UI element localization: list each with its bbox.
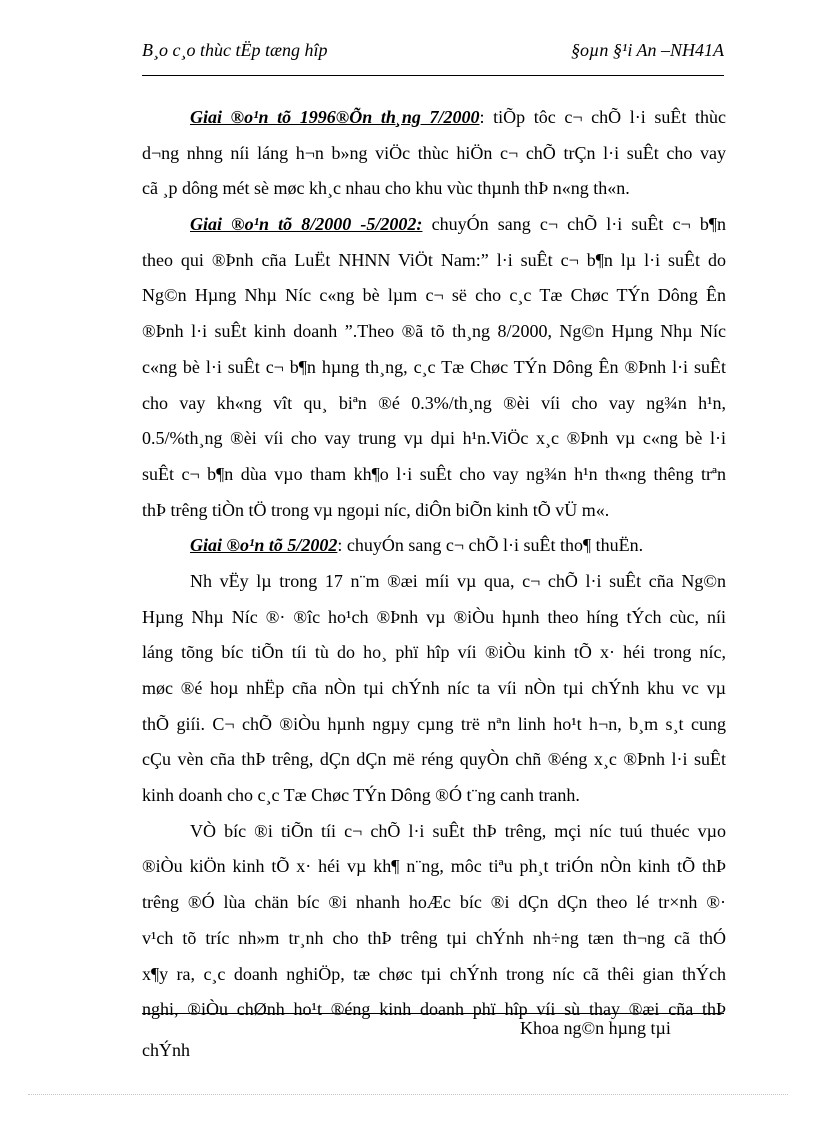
body-line: 0.5/%th¸ng ®èi víi cho vay trung vµ dµi h¹n.ViÖc x¸c ®Þnh vµ c«ng bè l·i <box>142 428 726 449</box>
body-line: Nh vËy lµ trong 17 n¨m ®æi míi vµ qua, c¬ chÕ l·i suÊt cña Ng©n <box>190 570 726 591</box>
body-line: x¶y ra, c¸c doanh nghiÖp, tæ chøc tµi chÝnh trong níc cã thêi gian thÝch <box>142 963 726 984</box>
header-divider <box>142 75 724 76</box>
period-heading: Giai ®o¹n tõ 8/2000 -5/2002: <box>190 214 423 235</box>
body-line: v¹ch tõ tríc nh»m tr¸nh cho thÞ trêng tµi chÝnh nh÷ng tæn th¬ng cã thÓ <box>142 927 726 948</box>
body-line: nghi, ®iÒu chØnh ho¹t ®éng kinh doanh phï hîp víi sù thay ®æi cña thÞ <box>142 999 726 1020</box>
body-line: cÇu vèn cña thÞ trêng, dÇn dÇn më réng quyÒn chñ ®éng x¸c ®Þnh l·i suÊt <box>142 749 726 770</box>
body-line: ®Þnh l·i suÊt kinh doanh ”.Theo ®ã tõ th¸ng 8/2000, Ng©n Hµng Nhµ Níc <box>142 321 726 342</box>
period-heading: Giai ®o¹n tõ 1996®Õn th¸ng 7/2000 <box>190 107 480 127</box>
body-line: kinh doanh cho c¸c Tæ Chøc TÝn Dông ®Ó t¨ng canh tranh. <box>142 785 580 806</box>
page-bottom-edge <box>28 1094 788 1095</box>
body-line: thÞ trêng tiÒn tÖ trong vµ ngoµi níc, diÔn biÕn kinh tÕ vÜ m«. <box>142 499 610 520</box>
header-report-title: B¸o c¸o thùc tËp tæng hîp <box>142 40 328 60</box>
line-text: chuyÓn sang c¬ chÕ l·i suÊt c¬ b¶n <box>422 214 726 235</box>
body-line: d¬ng nhng níi láng h¬n b»ng viÖc thùc hiÖn c¬ chÕ trÇn l·i suÊt cho vay <box>142 142 726 163</box>
body-line: Hµng Nhµ Níc ®· ®îc ho¹ch ®Þnh vµ ®iÒu hµnh theo híng tÝch cùc, níi <box>142 606 726 627</box>
header-author: §oµn §¹i An –NH41A <box>571 40 724 60</box>
footer-department-continued: chÝnh <box>142 1040 190 1060</box>
document-body <box>142 100 726 1028</box>
page-header <box>142 40 724 68</box>
body-line: cho vay kh«ng vît qu¸ biªn ®é 0.3%/th¸ng ®èi víi cho vay ng¾n h¹n, <box>142 392 726 413</box>
body-line <box>142 528 726 564</box>
line-text: : chuyÓn sang c¬ chÕ l·i suÊt tho¶ thuËn. <box>337 535 644 556</box>
body-line: VÒ bíc ®i tiÕn tíi c¬ chÕ l·i suÊt thÞ trêng, mçi níc tuú thuéc vµo <box>190 820 726 841</box>
footer-department: Khoa ng©n hµng tµi <box>520 1018 671 1038</box>
body-line <box>142 207 726 243</box>
body-line: theo qui ®Þnh cña LuËt NHNN ViÖt Nam:” l·i suÊt c¬ b¶n lµ l·i suÊt do <box>142 249 726 270</box>
body-line: c«ng bè l·i suÊt c¬ b¶n hµng th¸ng, c¸c Tæ Chøc TÝn Dông Ên ®Þnh l·i suÊt <box>142 356 726 377</box>
body-line: møc ®é hoµ nhËp cña nÒn tµi chÝnh níc ta víi nÒn tµi chÝnh khu vc vµ <box>142 678 726 698</box>
line-text: : tiÕp tôc c¬ chÕ l·i suÊt thùc <box>479 107 726 127</box>
body-line: suÊt c¬ b¶n dùa vµo tham kh¶o l·i suÊt cho vay ng¾n h¹n th«ng thêng trªn <box>142 463 726 484</box>
period-heading: Giai ®o¹n tõ 5/2002 <box>190 535 338 556</box>
body-line: cã ¸p dông mét sè møc kh¸c nhau cho khu vùc thµnh thÞ n«ng th«n. <box>142 178 630 199</box>
body-line: láng tõng bíc tiÕn tíi tù do ho¸ phï hîp víi ®iÒu kinh tÕ x· héi trong níc, <box>142 642 726 663</box>
body-line: thÕ giíi. C¬ chÕ ®iÒu hµnh ngµy cµng trë nªn linh ho¹t h¬n, b¸m s¸t cung <box>142 713 726 734</box>
body-line: ®iÒu kiÖn kinh tÕ x· héi vµ kh¶ n¨ng, môc tiªu ph¸t triÓn nÒn kinh tÕ thÞ <box>142 856 726 877</box>
body-line: trêng ®Ó lùa chän bíc ®i nhanh hoÆc bíc ®i dÇn dÇn theo lé tr×nh ®· <box>142 892 726 913</box>
body-line: Ng©n Hµng Nhµ Níc c«ng bè lµm c¬ së cho c¸c Tæ Chøc TÝn Dông Ên <box>142 285 726 306</box>
body-line <box>142 100 726 136</box>
